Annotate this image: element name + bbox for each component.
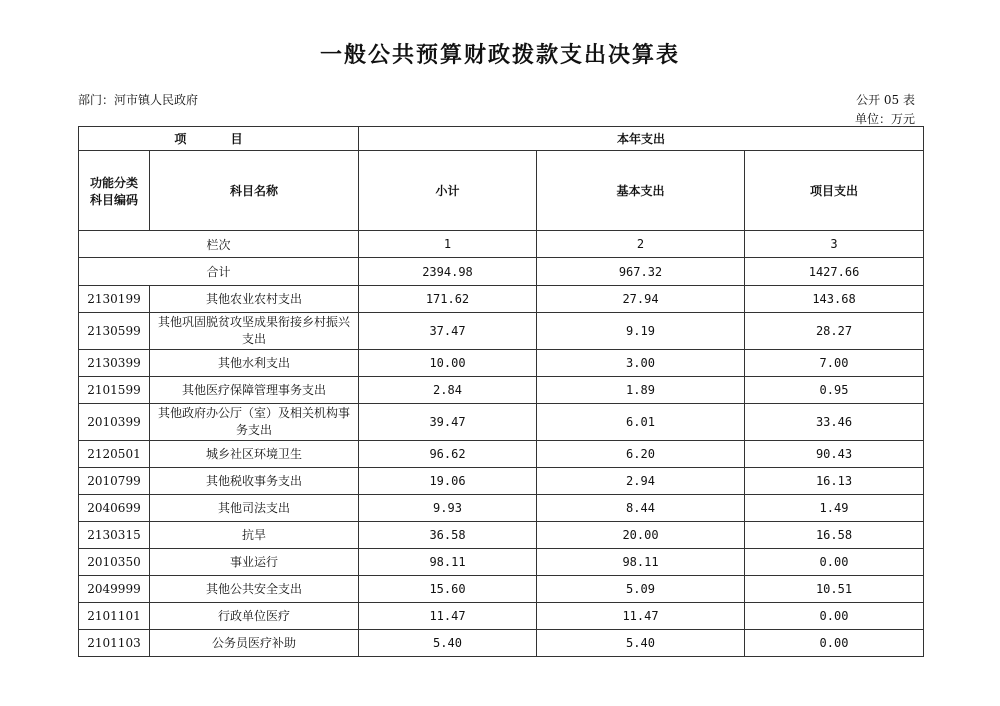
basic-expense-header: 基本支出 bbox=[537, 151, 745, 231]
total-basic: 967.32 bbox=[537, 258, 745, 286]
row-project-cell: 7.00 bbox=[745, 350, 924, 377]
row-code-cell: 2010799 bbox=[79, 468, 150, 495]
total-row bbox=[79, 258, 924, 286]
unit-label: 单位：万元 bbox=[854, 112, 915, 126]
table-row bbox=[79, 603, 924, 630]
row-code-cell: 2101103 bbox=[79, 630, 150, 657]
row-subtotal-cell: 37.47 bbox=[359, 313, 537, 350]
table-body bbox=[79, 286, 924, 657]
row-project-cell: 16.13 bbox=[745, 468, 924, 495]
row-project-cell: 0.00 bbox=[745, 603, 924, 630]
row-code-cell: 2010399 bbox=[79, 404, 150, 441]
header-row-top bbox=[79, 127, 924, 151]
department-label: 部门：河市镇人民政府 bbox=[78, 93, 199, 107]
row-code-cell: 2120501 bbox=[79, 441, 150, 468]
table-row bbox=[79, 313, 924, 350]
row-subtotal-cell: 171.62 bbox=[359, 286, 537, 313]
table-row bbox=[79, 522, 924, 549]
name-header: 科目名称 bbox=[150, 151, 359, 231]
index-row bbox=[79, 231, 924, 258]
row-basic-cell: 98.11 bbox=[537, 549, 745, 576]
project-header: 项 目 bbox=[79, 127, 359, 151]
total-subtotal: 2394.98 bbox=[359, 258, 537, 286]
project-expense-header: 项目支出 bbox=[745, 151, 924, 231]
row-name-cell: 事业运行 bbox=[150, 549, 359, 576]
row-basic-cell: 5.09 bbox=[537, 576, 745, 603]
row-basic-cell: 8.44 bbox=[537, 495, 745, 522]
table-row bbox=[79, 404, 924, 441]
row-subtotal-cell: 5.40 bbox=[359, 630, 537, 657]
row-subtotal-cell: 39.47 bbox=[359, 404, 537, 441]
row-project-cell: 33.46 bbox=[745, 404, 924, 441]
row-name-cell: 公务员医疗补助 bbox=[150, 630, 359, 657]
row-project-cell: 0.95 bbox=[745, 377, 924, 404]
page-title: 一般公共预算财政拨款支出决算表 bbox=[319, 43, 680, 68]
table-row bbox=[79, 468, 924, 495]
row-subtotal-cell: 15.60 bbox=[359, 576, 537, 603]
row-project-cell: 1.49 bbox=[745, 495, 924, 522]
code-header-line2: 科目编码 bbox=[89, 192, 138, 207]
row-name-cell: 其他政府办公厅（室）及相关机构事务支出 bbox=[150, 404, 359, 441]
row-basic-cell: 1.89 bbox=[537, 377, 745, 404]
index-1: 1 bbox=[359, 231, 537, 258]
current-year-header: 本年支出 bbox=[359, 127, 924, 151]
row-name-cell: 其他巩固脱贫攻坚成果衔接乡村振兴支出 bbox=[150, 313, 359, 350]
row-code-cell: 2040699 bbox=[79, 495, 150, 522]
row-subtotal-cell: 98.11 bbox=[359, 549, 537, 576]
row-code-cell: 2130199 bbox=[79, 286, 150, 313]
row-basic-cell: 6.20 bbox=[537, 441, 745, 468]
table-row bbox=[79, 350, 924, 377]
row-project-cell: 10.51 bbox=[745, 576, 924, 603]
row-name-cell: 其他税收事务支出 bbox=[150, 468, 359, 495]
form-number-label: 公开 05 表 bbox=[856, 93, 915, 107]
header-row-columns bbox=[79, 151, 924, 231]
row-name-cell: 其他司法支出 bbox=[150, 495, 359, 522]
row-code-cell: 2130315 bbox=[79, 522, 150, 549]
row-project-cell: 90.43 bbox=[745, 441, 924, 468]
index-2: 2 bbox=[537, 231, 745, 258]
row-basic-cell: 5.40 bbox=[537, 630, 745, 657]
row-name-cell: 其他水利支出 bbox=[150, 350, 359, 377]
row-project-cell: 0.00 bbox=[745, 549, 924, 576]
row-code-cell: 2101101 bbox=[79, 603, 150, 630]
table-row bbox=[79, 630, 924, 657]
table-row bbox=[79, 576, 924, 603]
total-label: 合计 bbox=[79, 258, 359, 286]
row-subtotal-cell: 36.58 bbox=[359, 522, 537, 549]
subtotal-header: 小计 bbox=[359, 151, 537, 231]
expenditure-table bbox=[78, 126, 924, 657]
row-project-cell: 16.58 bbox=[745, 522, 924, 549]
row-basic-cell: 27.94 bbox=[537, 286, 745, 313]
table-row bbox=[79, 377, 924, 404]
row-code-cell: 2010350 bbox=[79, 549, 150, 576]
row-name-cell: 其他公共安全支出 bbox=[150, 576, 359, 603]
row-name-cell: 抗旱 bbox=[150, 522, 359, 549]
row-subtotal-cell: 11.47 bbox=[359, 603, 537, 630]
index-label: 栏次 bbox=[79, 231, 359, 258]
row-project-cell: 28.27 bbox=[745, 313, 924, 350]
row-subtotal-cell: 2.84 bbox=[359, 377, 537, 404]
row-subtotal-cell: 19.06 bbox=[359, 468, 537, 495]
code-header-line1: 功能分类 bbox=[89, 175, 138, 190]
code-header bbox=[79, 151, 150, 231]
total-project: 1427.66 bbox=[745, 258, 924, 286]
row-code-cell: 2101599 bbox=[79, 377, 150, 404]
row-code-cell: 2130599 bbox=[79, 313, 150, 350]
row-code-cell: 2130399 bbox=[79, 350, 150, 377]
row-basic-cell: 20.00 bbox=[537, 522, 745, 549]
row-name-cell: 其他医疗保障管理事务支出 bbox=[150, 377, 359, 404]
row-basic-cell: 6.01 bbox=[537, 404, 745, 441]
row-name-cell: 其他农业农村支出 bbox=[150, 286, 359, 313]
row-project-cell: 0.00 bbox=[745, 630, 924, 657]
row-basic-cell: 3.00 bbox=[537, 350, 745, 377]
row-project-cell: 143.68 bbox=[745, 286, 924, 313]
row-subtotal-cell: 10.00 bbox=[359, 350, 537, 377]
row-code-cell: 2049999 bbox=[79, 576, 150, 603]
row-name-cell: 城乡社区环境卫生 bbox=[150, 441, 359, 468]
row-basic-cell: 9.19 bbox=[537, 313, 745, 350]
row-subtotal-cell: 9.93 bbox=[359, 495, 537, 522]
row-basic-cell: 11.47 bbox=[537, 603, 745, 630]
index-3: 3 bbox=[745, 231, 924, 258]
row-basic-cell: 2.94 bbox=[537, 468, 745, 495]
row-name-cell: 行政单位医疗 bbox=[150, 603, 359, 630]
table-row bbox=[79, 495, 924, 522]
table-row bbox=[79, 441, 924, 468]
row-subtotal-cell: 96.62 bbox=[359, 441, 537, 468]
table-row bbox=[79, 549, 924, 576]
table-row bbox=[79, 286, 924, 313]
